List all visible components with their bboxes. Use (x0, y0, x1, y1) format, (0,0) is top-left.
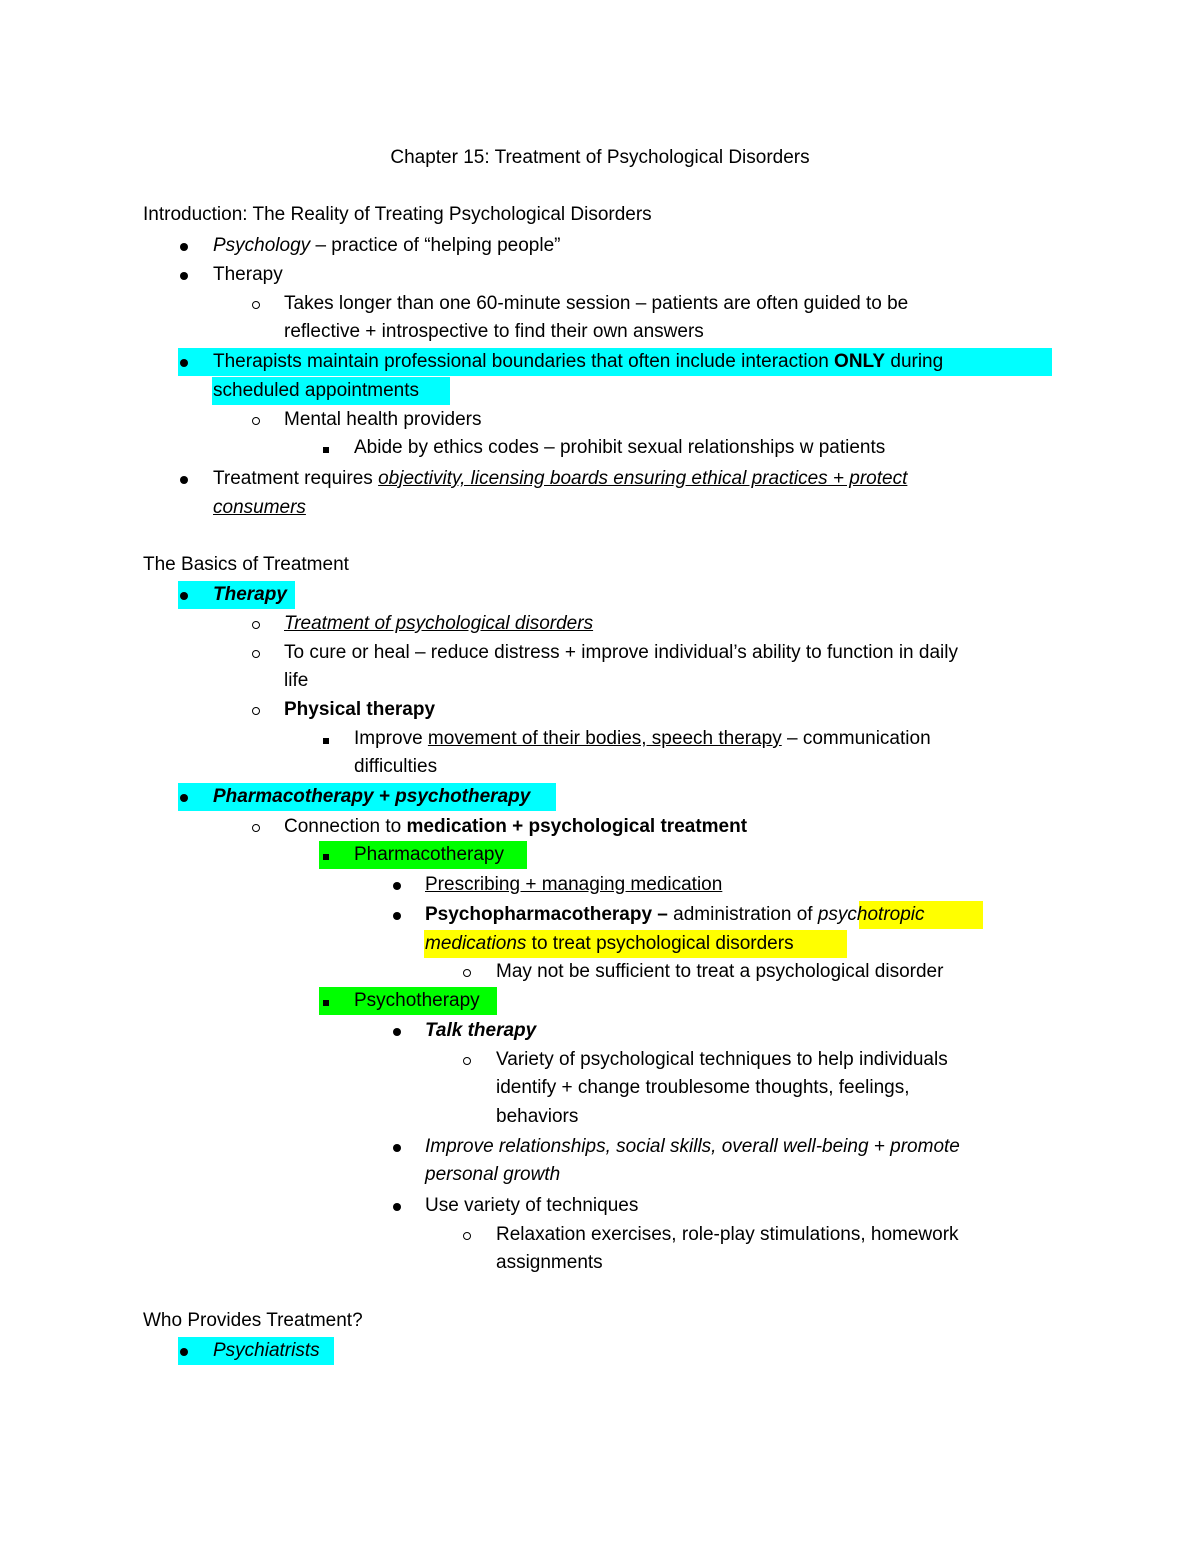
list-item-psychiatrists: Psychiatrists (213, 1340, 320, 1361)
circle-marker (459, 958, 475, 986)
bullet-marker (389, 1133, 405, 1161)
circle-marker (248, 639, 264, 667)
circle-marker (459, 1221, 475, 1249)
bullet-marker (389, 871, 405, 899)
bullet-marker (176, 232, 192, 260)
bullet-marker (389, 1017, 405, 1045)
list-item-psychopharma-line1: Psychopharmacotherapy – administration of psychotropic (425, 904, 925, 925)
list-item-objectivity-line1: Treatment requires objectivity, licensing boards ensuring ethical practices + protect (213, 468, 908, 489)
list-item-session-line1: Takes longer than one 60-minute session – patients are often guided to be (284, 293, 909, 314)
list-item-variety-line2: identify + change troublesome thoughts, feelings, (496, 1077, 910, 1098)
square-marker (318, 987, 334, 1015)
list-item-pharma-psycho: Pharmacotherapy + psychotherapy (213, 786, 531, 807)
list-item-not-sufficient: May not be sufficient to treat a psychological disorder (496, 961, 944, 982)
list-item-boundaries-line2: scheduled appointments (213, 380, 419, 401)
list-item-improve-line1: Improve movement of their bodies, speech therapy – communication (354, 728, 931, 749)
bullet-marker (389, 901, 405, 929)
list-item-ethics: Abide by ethics codes – prohibit sexual relationships w patients (354, 437, 886, 458)
circle-marker (248, 813, 264, 841)
heading-introduction: Introduction: The Reality of Treating Psychological Disorders (143, 204, 652, 225)
list-item-variety-line1: Variety of psychological techniques to help individuals (496, 1049, 948, 1070)
list-item-variety-line3: behaviors (496, 1106, 579, 1127)
list-item-connection: Connection to medication + psychological treatment (284, 816, 748, 837)
list-item-talk-therapy: Talk therapy (425, 1020, 537, 1041)
list-item-improve-line2: difficulties (354, 756, 438, 777)
bullet-marker (176, 1337, 192, 1365)
list-item-boundaries-line1: Therapists maintain professional boundaries that often include interaction ONLY during (213, 351, 944, 372)
square-marker (318, 725, 334, 753)
list-item-treatment-def: Treatment of psychological disorders (284, 613, 594, 634)
list-item-pharmacotherapy: Pharmacotherapy (354, 844, 504, 865)
bullet-marker (176, 348, 192, 376)
list-item-relaxation-line1: Relaxation exercises, role-play stimulations, homework (496, 1224, 959, 1245)
square-marker (318, 841, 334, 869)
bullet-marker (176, 581, 192, 609)
list-item-relationships-line1: Improve relationships, social skills, overall well-being + promote (425, 1136, 960, 1157)
list-item-therapy: Therapy (213, 264, 283, 285)
list-item-psychology: Psychology – practice of “helping people” (213, 235, 561, 256)
list-item-physical-therapy: Physical therapy (284, 699, 436, 720)
bullet-marker (389, 1192, 405, 1220)
list-item-cure-line2: life (284, 670, 309, 691)
list-item-psychopharma-line2: medications to treat psychological disorders (425, 933, 794, 954)
list-item-cure-line1: To cure or heal – reduce distress + improve individual’s ability to function in daily (284, 642, 958, 663)
heading-basics: The Basics of Treatment (143, 554, 349, 575)
list-item-mental-health: Mental health providers (284, 409, 482, 430)
heading-who-provides: Who Provides Treatment? (143, 1310, 363, 1331)
circle-marker (459, 1046, 475, 1074)
list-item-prescribing: Prescribing + managing medication (425, 874, 723, 895)
square-marker (318, 434, 334, 462)
circle-marker (248, 696, 264, 724)
bullet-marker (176, 261, 192, 289)
circle-marker (248, 290, 264, 318)
list-item-relationships-line2: personal growth (425, 1164, 561, 1185)
circle-marker (248, 610, 264, 638)
list-item-techniques: Use variety of techniques (425, 1195, 639, 1216)
list-item-objectivity-line2: consumers (213, 497, 306, 518)
bullet-marker (176, 783, 192, 811)
bullet-marker (176, 465, 192, 493)
list-item-session-line2: reflective + introspective to find their own answers (284, 321, 704, 342)
list-item-basics-therapy: Therapy (213, 584, 287, 605)
document-title: Chapter 15: Treatment of Psychological Disorders (390, 147, 810, 168)
list-item-psychotherapy: Psychotherapy (354, 990, 480, 1011)
list-item-relaxation-line2: assignments (496, 1252, 603, 1273)
circle-marker (248, 406, 264, 434)
